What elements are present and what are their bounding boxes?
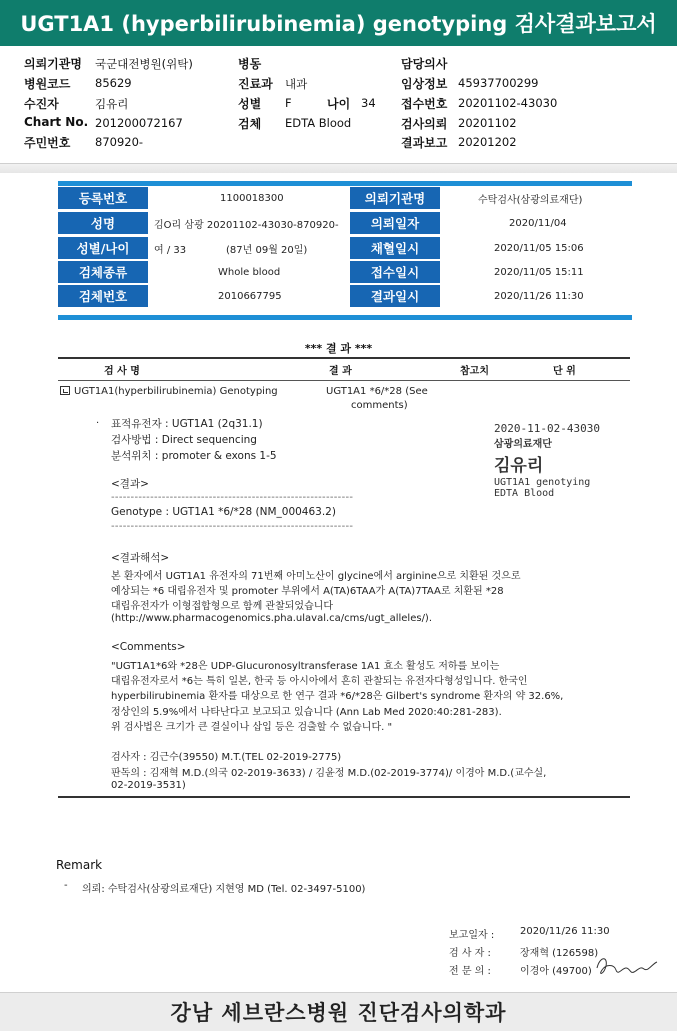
- remark-title: Remark: [56, 858, 103, 872]
- label-report-date: 결과보고: [401, 136, 448, 150]
- label-request-date: 검사의뢰: [401, 117, 448, 131]
- value-resident-no: 870920-: [95, 135, 144, 149]
- label-patient: 수진자: [24, 97, 59, 111]
- comment-line-2: 대립유전자로서 *6는 특히 일본, 한국 등 아시아에서 흔히 관찰되는 유전자다형성입니다. 한국인: [111, 676, 528, 687]
- checkbox-icon: [60, 386, 70, 395]
- comment-line-4: 정상인의 5.9%에서 나타난다고 보고되고 있습니다 (Ann Lab Med 2020:40:281-283).: [111, 707, 502, 718]
- interpretation-line-2: 예상되는 *6 대립유전자 및 promoter 부위에서 A(TA)6TAA가 A(TA)7TAA로 치환된 *28: [111, 586, 504, 597]
- cell-label-collection-time: 채혈일시: [350, 237, 440, 259]
- cell-value-result-time: 2020/11/26 11:30: [494, 290, 584, 302]
- label-department: 진료과: [238, 77, 273, 91]
- value-department: 내과: [285, 77, 308, 91]
- report-title-bar: [0, 0, 677, 46]
- info-target-gene: 표적유전자 : UGT1A1 (2q31.1): [111, 418, 263, 430]
- header-info: [0, 52, 677, 157]
- footer-department: 강남 세브란스병원 진단검사의학과: [170, 1001, 507, 1025]
- value-clinical-info: 45937700299: [458, 76, 539, 90]
- report-title: UGT1A1 (hyperbilirubinemia) genotyping 검사결과보고서: [20, 12, 657, 36]
- value-report-date: 20201202: [458, 135, 517, 149]
- cell-value-reg-no: 1100018300: [220, 192, 284, 204]
- tester-line: 검사자 : 김근수(39550) M.T.(TEL 02-2019-2775): [111, 752, 342, 763]
- signature-icon: [594, 950, 660, 984]
- result-heading: <결과>: [111, 478, 149, 490]
- value-patient: 김유리: [95, 97, 129, 111]
- cell-label-request-date: 의뢰일자: [350, 212, 440, 234]
- col-test-name: 검 사 명: [104, 366, 140, 377]
- dash-line-2: --------------------------------------------------------------: [111, 521, 354, 532]
- interpretation-line-1: 본 환자에서 UGT1A1 유전자의 71번째 아미노산이 glycine에서 arginine으로 치환된 것으로: [111, 571, 521, 582]
- table-bottom-rule: [58, 315, 632, 320]
- test-name: UGT1A1(hyperbilirubinemia) Genotyping: [74, 386, 278, 397]
- remark-text: 의뢰: 수탁검사(삼광의료재단) 지현영 MD (Tel. 02-3497-5100): [82, 884, 366, 895]
- value-accession-no: 20201102-43030: [458, 96, 558, 110]
- comments-heading: <Comments>: [111, 641, 186, 653]
- interpretation-line-3: 대립유전자가 이형접합형으로 함께 관찰되었습니다: [111, 601, 334, 612]
- col-unit: 단 위: [553, 366, 576, 377]
- report-specialist-label: 전 문 의 :: [449, 966, 491, 977]
- cell-value-name: 김O리 삼광 20201102-43030-870920-: [154, 219, 339, 231]
- value-request-date: 20201102: [458, 116, 517, 130]
- cell-label-reg-no: 등록번호: [58, 187, 148, 209]
- stamp-accession: 2020-11-02-43030: [494, 422, 600, 435]
- result-value-line2: comments): [351, 400, 408, 411]
- cell-value-institution: 수탁검사(삼광의료재단): [478, 194, 583, 206]
- cell-value-specimen-type: Whole blood: [218, 266, 281, 278]
- label-sex: 성별: [238, 97, 262, 111]
- cell-label-name: 성명: [58, 212, 148, 234]
- header-separator: [0, 163, 677, 173]
- reader-line-1: 판독의 : 김재혁 M.D.(의국 02-2019-3633) / 김윤정 M.D.(02-2019-3774)/ 이경아 M.D.(교수실,: [111, 768, 547, 779]
- cell-value-request-date: 2020/11/04: [509, 217, 567, 229]
- value-requesting-institution: 국군대전병원(위탁): [95, 57, 193, 71]
- cell-value-collection-time: 2020/11/05 15:06: [494, 242, 584, 254]
- results-bottom-rule: [58, 796, 630, 798]
- report-date-value: 2020/11/26 11:30: [520, 926, 610, 937]
- cell-label-result-time: 결과일시: [350, 285, 440, 307]
- specimen-stamp: [494, 422, 600, 499]
- info-method: 검사방법 : Direct sequencing: [111, 434, 257, 446]
- stamp-test: UGT1A1 genotying: [494, 477, 591, 488]
- value-sex: F: [285, 96, 292, 110]
- genotype-line: Genotype : UGT1A1 *6/*28 (NM_000463.2): [111, 506, 336, 518]
- info-location: 분석위치 : promoter & exons 1-5: [111, 450, 277, 462]
- value-hospital-code: 85629: [95, 76, 132, 90]
- label-age: 나이: [327, 97, 351, 111]
- label-hospital-code: 병원코드: [24, 77, 71, 91]
- cell-label-specimen-type: 검체종류: [58, 261, 148, 283]
- value-age: 34: [361, 96, 376, 110]
- label-chart-no: Chart No.: [24, 115, 89, 129]
- interpretation-heading: <결과해석>: [111, 552, 170, 564]
- label-accession-no: 접수번호: [401, 97, 448, 111]
- stamp-specimen: EDTA Blood: [494, 488, 555, 499]
- remark-bullet: -: [64, 880, 68, 891]
- interpretation-link: (http://www.pharmacogenomics.pha.ulaval.ca/cms/ugt_alleles/).: [111, 613, 433, 624]
- report-tester-label: 검 사 자 :: [449, 948, 491, 959]
- cell-label-specimen-no: 검체번호: [58, 285, 148, 307]
- cell-value-sex-age: 여 / 33: [154, 244, 187, 256]
- report-specialist-value: 이경아 (49700): [520, 966, 592, 977]
- report-tester-value: 장재혁 (126598): [520, 948, 599, 959]
- value-chart-no: 201200072167: [95, 116, 183, 130]
- results-header-top-rule: [58, 357, 630, 359]
- result-value-line1: UGT1A1 *6/*28 (See: [326, 386, 428, 397]
- report-date-label: 보고일자 :: [449, 930, 495, 941]
- cell-value-receipt-time: 2020/11/05 15:11: [494, 266, 584, 278]
- comment-line-3: hyperbilirubinemia 환자를 대상으로 한 연구 결과 *6/*28은 Gilbert's syndrome 환자의 약 32.6%,: [111, 691, 564, 702]
- cell-value-specimen-no: 2010667795: [218, 290, 282, 302]
- label-clinical-info: 임상정보: [401, 77, 448, 91]
- dash-line-1: --------------------------------------------------------------: [111, 492, 354, 503]
- cell-label-institution: 의뢰기관명: [350, 187, 440, 209]
- footer-bar: [0, 992, 677, 1031]
- stamp-lab: 삼광의료재단: [494, 439, 552, 450]
- label-doctor: 담당의사: [401, 57, 448, 71]
- col-result: 결 과: [329, 366, 352, 377]
- comment-line-5: 위 검사법은 크기가 큰 결실이나 삽입 등은 검출할 수 없습니다. ": [111, 722, 393, 733]
- label-resident-no: 주민번호: [24, 136, 71, 150]
- results-title: *** 결 과 ***: [304, 342, 373, 355]
- reader-line-2: 02-2019-3531): [111, 780, 186, 791]
- table-top-rule: [58, 181, 632, 186]
- cell-label-receipt-time: 접수일시: [350, 261, 440, 283]
- label-ward: 병동: [238, 57, 262, 71]
- test-row: [60, 386, 278, 397]
- label-requesting-institution: 의뢰기관명: [24, 57, 82, 71]
- stamp-patient-name: 김유리: [494, 456, 544, 476]
- cell-value-birthdate: (87년 09월 20일): [226, 244, 308, 256]
- info-bullet: ·: [96, 418, 100, 429]
- results-header-bottom-rule: [58, 380, 630, 381]
- col-reference: 참고치: [460, 366, 489, 377]
- value-specimen: EDTA Blood: [285, 116, 352, 130]
- cell-label-sex-age: 성별/나이: [58, 237, 148, 259]
- label-specimen: 검체: [238, 117, 262, 131]
- comment-line-1: "UGT1A1*6와 *28은 UDP-Glucuronosyltransferase 1A1 효소 활성도 저하를 보이는: [111, 661, 500, 672]
